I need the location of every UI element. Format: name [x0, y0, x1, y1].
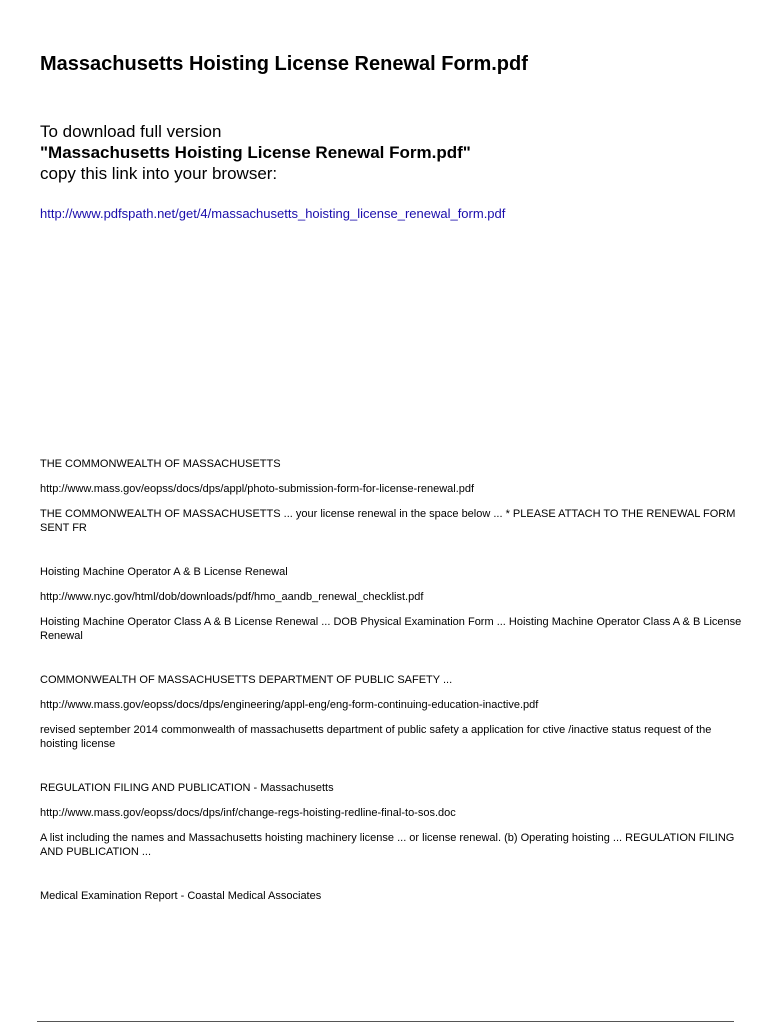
result-item	[40, 889, 750, 903]
download-instructions	[40, 121, 471, 184]
result-item	[40, 781, 750, 859]
footer-divider	[37, 1021, 734, 1022]
document-title: Massachusetts Hoisting License Renewal Form.pdf	[40, 53, 528, 75]
result-title: COMMONWEALTH OF MASSACHUSETTS DEPARTMENT OF PUBLIC SAFETY ...	[40, 674, 453, 686]
result-title: REGULATION FILING AND PUBLICATION - Massachusetts	[40, 782, 334, 794]
result-title: Medical Examination Report - Coastal Medical Associates	[40, 890, 322, 902]
download-line-3: copy this link into your browser:	[40, 164, 278, 183]
result-url[interactable]: http://www.mass.gov/eopss/docs/dps/engineering/appl-eng/eng-form-continuing-education-inactive.pdf	[40, 699, 539, 711]
result-url[interactable]: http://www.mass.gov/eopss/docs/dps/inf/change-regs-hoisting-redline-final-to-sos.doc	[40, 807, 456, 819]
results-list	[40, 457, 750, 933]
result-snippet: revised september 2014 commonwealth of massachusetts department of public safety a application for ctive /inactive status request of the hoisting license	[40, 724, 712, 750]
result-snippet: A list including the names and Massachusetts hoisting machinery license ... or license renewal. (b) Operating hoisting ... REGULATION FILING AND PUBLICATION ...	[40, 832, 735, 858]
result-snippet: Hoisting Machine Operator Class A & B License Renewal ... DOB Physical Examination Form ... Hoisting Machine Operator Class A & B License Renewal	[40, 616, 742, 642]
result-item	[40, 457, 750, 535]
download-line-1: To download full version	[40, 122, 222, 141]
download-link[interactable]: http://www.pdfspath.net/get/4/massachusetts_hoisting_license_renewal_form.pdf	[40, 206, 506, 221]
result-url[interactable]: http://www.nyc.gov/html/dob/downloads/pdf/hmo_aandb_renewal_checklist.pdf	[40, 591, 424, 603]
result-title: THE COMMONWEALTH OF MASSACHUSETTS	[40, 458, 281, 470]
result-title: Hoisting Machine Operator A & B License Renewal	[40, 566, 288, 578]
result-item	[40, 673, 750, 751]
result-url[interactable]: http://www.mass.gov/eopss/docs/dps/appl/photo-submission-form-for-license-renewal.pdf	[40, 483, 475, 495]
result-item	[40, 565, 750, 643]
download-line-2: "Massachusetts Hoisting License Renewal Form.pdf"	[40, 143, 471, 162]
result-snippet: THE COMMONWEALTH OF MASSACHUSETTS ... your license renewal in the space below ... * PLEASE ATTACH TO THE RENEWAL FORM SENT FR	[40, 508, 736, 534]
